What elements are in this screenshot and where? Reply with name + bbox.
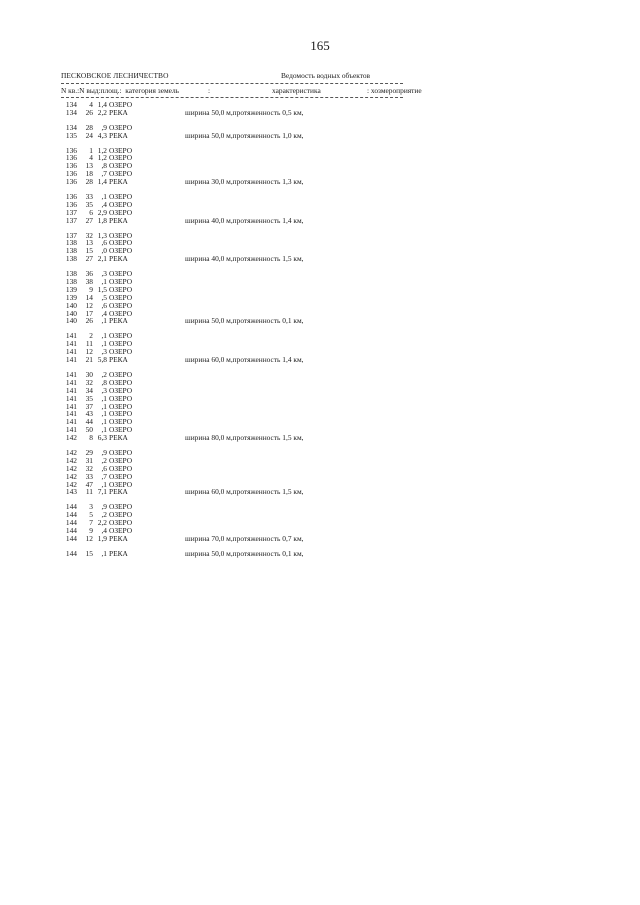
cell-vyd: 32 [85,377,93,387]
cell-cat: ОЗЕРО [109,230,133,240]
cell-cat: ОЗЕРО [109,300,133,310]
cell-area: 1,5 [97,284,107,294]
cell-kv: 139 [65,284,77,294]
cell-cat: РЕКА [109,533,128,543]
table-row [61,255,481,263]
cell-cat: ОЗЕРО [109,518,133,528]
cell-char: ширина 40,0 м,протяженность 1,5 км, [185,254,304,264]
col-header-characteristic: характеристика [272,86,321,95]
cell-kv: 144 [65,502,77,512]
cell-kv: 137 [65,230,77,240]
cell-area: ,1 [101,277,107,287]
cell-vyd: 26 [85,107,93,117]
cell-vyd: 2 [89,331,93,341]
cell-vyd: 32 [85,230,93,240]
header-rule-top [61,83,403,84]
cell-cat: ОЗЕРО [109,377,133,387]
col-header-kv-text: N кв.:N выд:площ.: [61,86,122,95]
cell-char: ширина 50,0 м,протяженность 0,1 км, [185,548,304,558]
cell-cat: ОЗЕРО [109,308,133,318]
cell-cat: ОЗЕРО [109,192,133,202]
cell-area: 1,4 [97,177,107,187]
cell-vyd: 26 [85,316,93,326]
cell-vyd: 18 [85,169,93,179]
cell-vyd: 17 [85,308,93,318]
cell-vyd: 35 [85,199,93,209]
record-group [61,332,481,364]
table-row [61,488,481,496]
cell-kv: 141 [65,355,77,365]
cell-kv: 141 [65,347,77,357]
cell-cat: ОЗЕРО [109,425,133,435]
record-group [61,232,481,264]
cell-area: ,1 [101,192,107,202]
cell-cat: ОЗЕРО [109,199,133,209]
cell-cat: ОЗЕРО [109,277,133,287]
cell-vyd: 12 [85,533,93,543]
cell-char: ширина 70,0 м,протяженность 0,7 км, [185,533,304,543]
cell-vyd: 14 [85,292,93,302]
cell-cat: ОЗЕРО [109,385,133,395]
cell-kv: 138 [65,254,77,264]
cell-kv: 136 [65,177,77,187]
cell-cat: РЕКА [109,487,128,497]
cell-area: ,1 [101,339,107,349]
cell-cat: ОЗЕРО [109,347,133,357]
cell-char: ширина 40,0 м,протяженность 1,4 км, [185,215,304,225]
table-row [61,317,481,325]
cell-cat: РЕКА [109,316,128,326]
record-group [61,147,481,186]
header-rule-bottom [61,97,403,98]
cell-cat: ОЗЕРО [109,463,133,473]
cell-area: 2,2 [97,518,107,528]
cell-vyd: 35 [85,393,93,403]
cell-cat: РЕКА [109,254,128,264]
cell-vyd: 28 [85,177,93,187]
col-header-category: категория земель [125,86,179,95]
cell-vyd: 50 [85,425,93,435]
cell-vyd: 11 [85,487,93,497]
cell-cat: РЕКА [109,107,128,117]
forestry-name: ПЕСКОВСКОЕ ЛЕСНИЧЕСТВО [61,71,169,80]
cell-vyd: 9 [89,284,93,294]
cell-vyd: 6 [89,207,93,217]
cell-area: ,7 [101,471,107,481]
cell-vyd: 12 [85,347,93,357]
cell-cat: ОЗЕРО [109,169,133,179]
cell-cat: ОЗЕРО [109,369,133,379]
cell-area: 6,3 [97,433,107,443]
table-row [61,132,481,140]
cell-kv: 144 [65,510,77,520]
cell-vyd: 24 [85,130,93,140]
cell-area: 1,8 [97,215,107,225]
column-headers [61,86,422,97]
cell-cat: ОЗЕРО [109,100,133,109]
cell-vyd: 9 [89,525,93,535]
cell-area: 7,1 [97,487,107,497]
cell-kv: 138 [65,269,77,279]
cell-area: ,1 [101,479,107,489]
cell-vyd: 8 [89,433,93,443]
cell-vyd: 12 [85,300,93,310]
table-row [61,109,481,117]
cell-cat: РЕКА [109,130,128,140]
cell-vyd: 27 [85,254,93,264]
cell-vyd: 44 [85,417,93,427]
cell-area: ,2 [101,455,107,465]
cell-area: ,7 [101,169,107,179]
cell-area: ,4 [101,199,107,209]
cell-area: ,3 [101,347,107,357]
cell-cat: ОЗЕРО [109,292,133,302]
cell-area: ,3 [101,385,107,395]
cell-area: ,1 [101,409,107,419]
record-group [61,193,481,225]
table-row [61,217,481,225]
cell-area: ,8 [101,377,107,387]
cell-area: ,1 [101,417,107,427]
table-row [61,550,481,558]
cell-vyd: 27 [85,215,93,225]
cell-area: ,1 [101,548,107,558]
cell-area: 1,4 [97,100,107,109]
cell-kv: 134 [65,100,77,109]
cell-vyd: 33 [85,471,93,481]
cell-cat: РЕКА [109,215,128,225]
cell-cat: ОЗЕРО [109,455,133,465]
cell-kv: 138 [65,246,77,256]
cell-cat: РЕКА [109,433,128,443]
record-group [61,371,481,442]
cell-area: ,4 [101,308,107,318]
cell-char: ширина 50,0 м,протяженность 1,0 км, [185,130,304,140]
cell-cat: ОЗЕРО [109,510,133,520]
cell-kv: 138 [65,277,77,287]
cell-kv: 141 [65,369,77,379]
record-group [61,449,481,496]
table-row [61,434,481,442]
cell-area: 1,2 [97,153,107,163]
record-group [61,503,481,542]
cell-cat: ОЗЕРО [109,122,133,132]
record-group [61,270,481,325]
cell-kv: 141 [65,377,77,387]
cell-kv: 144 [65,518,77,528]
cell-cat: ОЗЕРО [109,393,133,403]
cell-kv: 141 [65,393,77,403]
cell-vyd: 3 [89,502,93,512]
cell-vyd: 7 [89,518,93,528]
table-row [61,178,481,186]
cell-char: ширина 80,0 м,протяженность 1,5 км, [185,433,304,443]
cell-area: ,6 [101,238,107,248]
cell-char: ширина 50,0 м,протяженность 0,5 км, [185,107,304,117]
cell-cat: РЕКА [109,355,128,365]
cell-area: 1,9 [97,533,107,543]
cell-vyd: 15 [85,548,93,558]
cell-vyd: 21 [85,355,93,365]
cell-cat: ОЗЕРО [109,479,133,489]
cell-vyd: 31 [85,455,93,465]
cell-char: ширина 30,0 м,протяженность 1,3 км, [185,177,304,187]
record-group [61,124,481,140]
page-number: 165 [310,38,330,53]
col-header-separator: : [208,86,211,95]
cell-area: ,2 [101,510,107,520]
cell-cat: ОЗЕРО [109,447,133,457]
cell-area: ,1 [101,401,107,411]
cell-cat: ОЗЕРО [109,409,133,419]
cell-kv: 142 [65,479,77,489]
table-row [61,356,481,364]
cell-area: ,5 [101,292,107,302]
cell-kv: 137 [65,207,77,217]
cell-area: 2,1 [97,254,107,264]
cell-area: ,0 [101,246,107,256]
cell-kv: 141 [65,409,77,419]
cell-kv: 135 [65,130,77,140]
cell-cat: ОЗЕРО [109,145,133,155]
cell-kv: 140 [65,316,77,326]
cell-cat: РЕКА [109,548,128,558]
cell-vyd: 13 [85,161,93,171]
cell-kv: 141 [65,331,77,341]
cell-area: ,3 [101,269,107,279]
cell-cat: ОЗЕРО [109,153,133,163]
cell-area: ,6 [101,463,107,473]
cell-vyd: 11 [85,339,93,349]
cell-char: ширина 60,0 м,протяженность 1,5 км, [185,487,304,497]
cell-area: ,1 [101,331,107,341]
cell-area: 2,2 [97,107,107,117]
cell-kv: 141 [65,385,77,395]
cell-cat: РЕКА [109,177,128,187]
cell-kv: 141 [65,339,77,349]
cell-cat: ОЗЕРО [109,284,133,294]
cell-area: 2,9 [97,207,107,217]
cell-vyd: 1 [89,145,93,155]
cell-vyd: 29 [85,447,93,457]
cell-kv: 142 [65,471,77,481]
cell-kv: 141 [65,417,77,427]
cell-kv: 144 [65,525,77,535]
col-header-kv-vyd-area [61,86,179,95]
cell-kv: 138 [65,238,77,248]
cell-kv: 136 [65,153,77,163]
cell-kv: 144 [65,548,77,558]
cell-area: 1,3 [97,230,107,240]
cell-kv: 143 [65,487,77,497]
cell-cat: ОЗЕРО [109,246,133,256]
cell-cat: ОЗЕРО [109,525,133,535]
cell-vyd: 28 [85,122,93,132]
cell-area: 5,8 [97,355,107,365]
col-header-hozmeropriyatie: : хозмероприятие [367,86,422,95]
cell-vyd: 43 [85,409,93,419]
cell-kv: 140 [65,300,77,310]
table-row [61,535,481,543]
cell-area: ,1 [101,316,107,326]
cell-kv: 134 [65,107,77,117]
cell-area: ,8 [101,161,107,171]
cell-kv: 137 [65,215,77,225]
cell-char: ширина 50,0 м,протяженность 0,1 км, [185,316,304,326]
cell-area: 1,2 [97,145,107,155]
cell-vyd: 30 [85,369,93,379]
cell-kv: 139 [65,292,77,302]
cell-kv: 142 [65,455,77,465]
cell-area: ,1 [101,425,107,435]
record-group [61,550,481,558]
cell-vyd: 34 [85,385,93,395]
document-title: Ведомость водных объектов [281,71,371,80]
cell-cat: ОЗЕРО [109,207,133,217]
cell-vyd: 5 [89,510,93,520]
cell-cat: ОЗЕРО [109,417,133,427]
cell-cat: ОЗЕРО [109,331,133,341]
header-title-line [61,71,403,81]
cell-cat: ОЗЕРО [109,502,133,512]
cell-vyd: 36 [85,269,93,279]
cell-vyd: 38 [85,277,93,287]
cell-kv: 136 [65,161,77,171]
cell-cat: ОЗЕРО [109,238,133,248]
cell-area: ,9 [101,122,107,132]
cell-vyd: 47 [85,479,93,489]
cell-kv: 142 [65,433,77,443]
cell-kv: 141 [65,401,77,411]
cell-kv: 142 [65,447,77,457]
cell-vyd: 13 [85,238,93,248]
cell-kv: 134 [65,122,77,132]
cell-kv: 140 [65,308,77,318]
document-header [61,71,422,98]
cell-vyd: 4 [89,153,93,163]
cell-cat: ОЗЕРО [109,161,133,171]
cell-vyd: 32 [85,463,93,473]
cell-kv: 142 [65,463,77,473]
cell-area: ,4 [101,525,107,535]
cell-area: ,1 [101,393,107,403]
cell-area: ,9 [101,502,107,512]
cell-kv: 144 [65,533,77,543]
cell-vyd: 15 [85,246,93,256]
cell-cat: ОЗЕРО [109,339,133,349]
cell-char: ширина 60,0 м,протяженность 1,4 км, [185,355,304,365]
cell-area: ,6 [101,300,107,310]
cell-kv: 136 [65,192,77,202]
record-group [61,101,481,117]
cell-cat: ОЗЕРО [109,269,133,279]
cell-kv: 136 [65,145,77,155]
cell-vyd: 33 [85,192,93,202]
cell-area: ,2 [101,369,107,379]
cell-area: 4,3 [97,130,107,140]
cell-area: ,9 [101,447,107,457]
cell-cat: ОЗЕРО [109,401,133,411]
water-objects-list [61,101,481,565]
cell-kv: 136 [65,199,77,209]
cell-kv: 141 [65,425,77,435]
cell-vyd: 4 [89,100,93,109]
cell-cat: ОЗЕРО [109,471,133,481]
cell-kv: 136 [65,169,77,179]
cell-vyd: 37 [85,401,93,411]
